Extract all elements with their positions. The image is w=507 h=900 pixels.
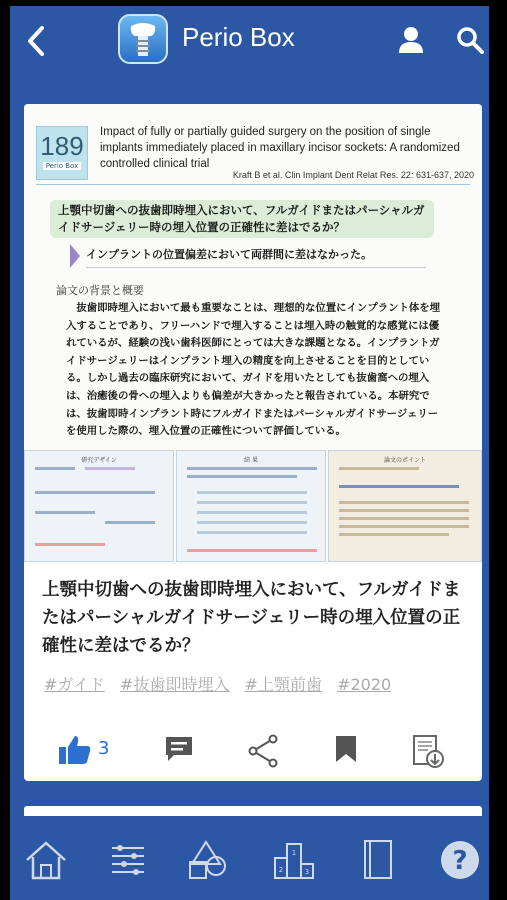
bottom-nav bbox=[10, 818, 489, 900]
action-bar bbox=[24, 730, 482, 774]
tag-link[interactable]: #上顎前歯 bbox=[244, 675, 322, 694]
book-icon[interactable] bbox=[356, 838, 400, 882]
back-chevron-icon[interactable] bbox=[22, 24, 52, 58]
app-header bbox=[10, 6, 489, 76]
paper-number-badge bbox=[36, 126, 88, 180]
like-button[interactable] bbox=[58, 734, 138, 768]
research-question: 上顎中切歯への抜歯即時埋入において、フルガイドまたはパーシャルガイドサージェリー時の埋入位置の正確性に差はでるか？ bbox=[50, 200, 434, 238]
paper-citation: Kraft B et al. Clin Implant Dent Relat Res. 22: 631-637, 2020 bbox=[232, 170, 474, 180]
home-icon[interactable] bbox=[24, 838, 68, 882]
tag-link[interactable]: #2020 bbox=[337, 675, 392, 694]
tag-link[interactable]: #ガイド bbox=[44, 675, 105, 694]
svg-text:3: 3 bbox=[304, 868, 310, 876]
screen-edge-right bbox=[489, 0, 507, 900]
divider bbox=[36, 184, 470, 185]
bookmark-icon bbox=[334, 734, 358, 764]
post-title[interactable]: 上顎中切歯への抜歯即時埋入において、フルガイドまたはパーシャルガイドサージェリー時の埋入位置の正確性に差はでるか？ bbox=[42, 580, 461, 656]
svg-text:1: 1 bbox=[291, 849, 297, 857]
share-button[interactable] bbox=[246, 734, 280, 768]
research-answer: インプラントの位置偏差において両群間に差はなかった。 bbox=[86, 246, 426, 268]
thumbs-up-icon bbox=[58, 734, 92, 766]
document-download-icon bbox=[410, 734, 446, 770]
svg-text:?: ? bbox=[452, 846, 468, 876]
tag-list bbox=[44, 672, 474, 695]
thumbnail-title: 論文のポイント bbox=[383, 457, 426, 464]
next-post-card[interactable] bbox=[24, 806, 482, 816]
section-title: 論文の背景と概要 bbox=[56, 284, 144, 297]
tag-link[interactable]: #抜歯即時埋入 bbox=[120, 675, 230, 694]
thumbnail-title: 研究デザイン bbox=[81, 457, 117, 464]
help-icon[interactable] bbox=[438, 838, 482, 882]
post-card bbox=[24, 104, 482, 781]
download-button[interactable] bbox=[410, 734, 446, 768]
paper-number: 189 bbox=[40, 131, 84, 161]
ranking-icon[interactable] bbox=[272, 838, 316, 882]
shapes-icon[interactable] bbox=[186, 838, 230, 882]
thumbnail-key-points[interactable] bbox=[328, 450, 482, 562]
paper-body: 抜歯即時埋入において最も重要なことは、理想的な位置にインプラント体を埋入することであり、フリーハンドで埋入することは埋入時の触覚的な感覚には優れているが、経験の浅い歯科医師にとっては大きな課題となる。インプラントガイドサージェリーはインプラント埋入の精度を向上させることを目的としている。しかし過去の臨床研究において、ガイドを用いたとしても抜歯窩への埋入は、治癒後の骨への埋入よりも偏差が大きかったと報告されている。本研究では、抜歯即時インプラント時にフルガイドまたはパーシャルガイドサージェリーを使用した際の、埋入位置の正確性について評価している。 bbox=[66, 302, 441, 438]
bookmark-button[interactable] bbox=[334, 734, 358, 768]
user-icon[interactable] bbox=[398, 26, 424, 54]
app-logo bbox=[118, 14, 168, 64]
svg-text:2: 2 bbox=[278, 866, 284, 874]
arrow-icon bbox=[70, 244, 80, 268]
thumbnail-study-design[interactable] bbox=[24, 450, 174, 562]
comment-button[interactable] bbox=[164, 734, 194, 768]
like-count: 3 bbox=[98, 738, 110, 759]
list-icon[interactable] bbox=[106, 838, 150, 882]
badge-label: Perio Box bbox=[43, 162, 81, 170]
paper-title: Impact of fully or partially guided surgery on the position of single implants immediately placed in maxillary incisor sockets: A randomized controlled clinical trial bbox=[100, 126, 460, 170]
share-icon bbox=[246, 734, 280, 768]
paper-summary-image[interactable] bbox=[24, 104, 482, 564]
app-title: Perio Box bbox=[182, 22, 295, 52]
comment-icon bbox=[164, 734, 194, 764]
screen-edge-left bbox=[0, 0, 10, 900]
search-icon[interactable] bbox=[456, 26, 484, 54]
thumbnail-title: 結 果 bbox=[244, 457, 258, 464]
thumbnail-results[interactable] bbox=[176, 450, 326, 562]
